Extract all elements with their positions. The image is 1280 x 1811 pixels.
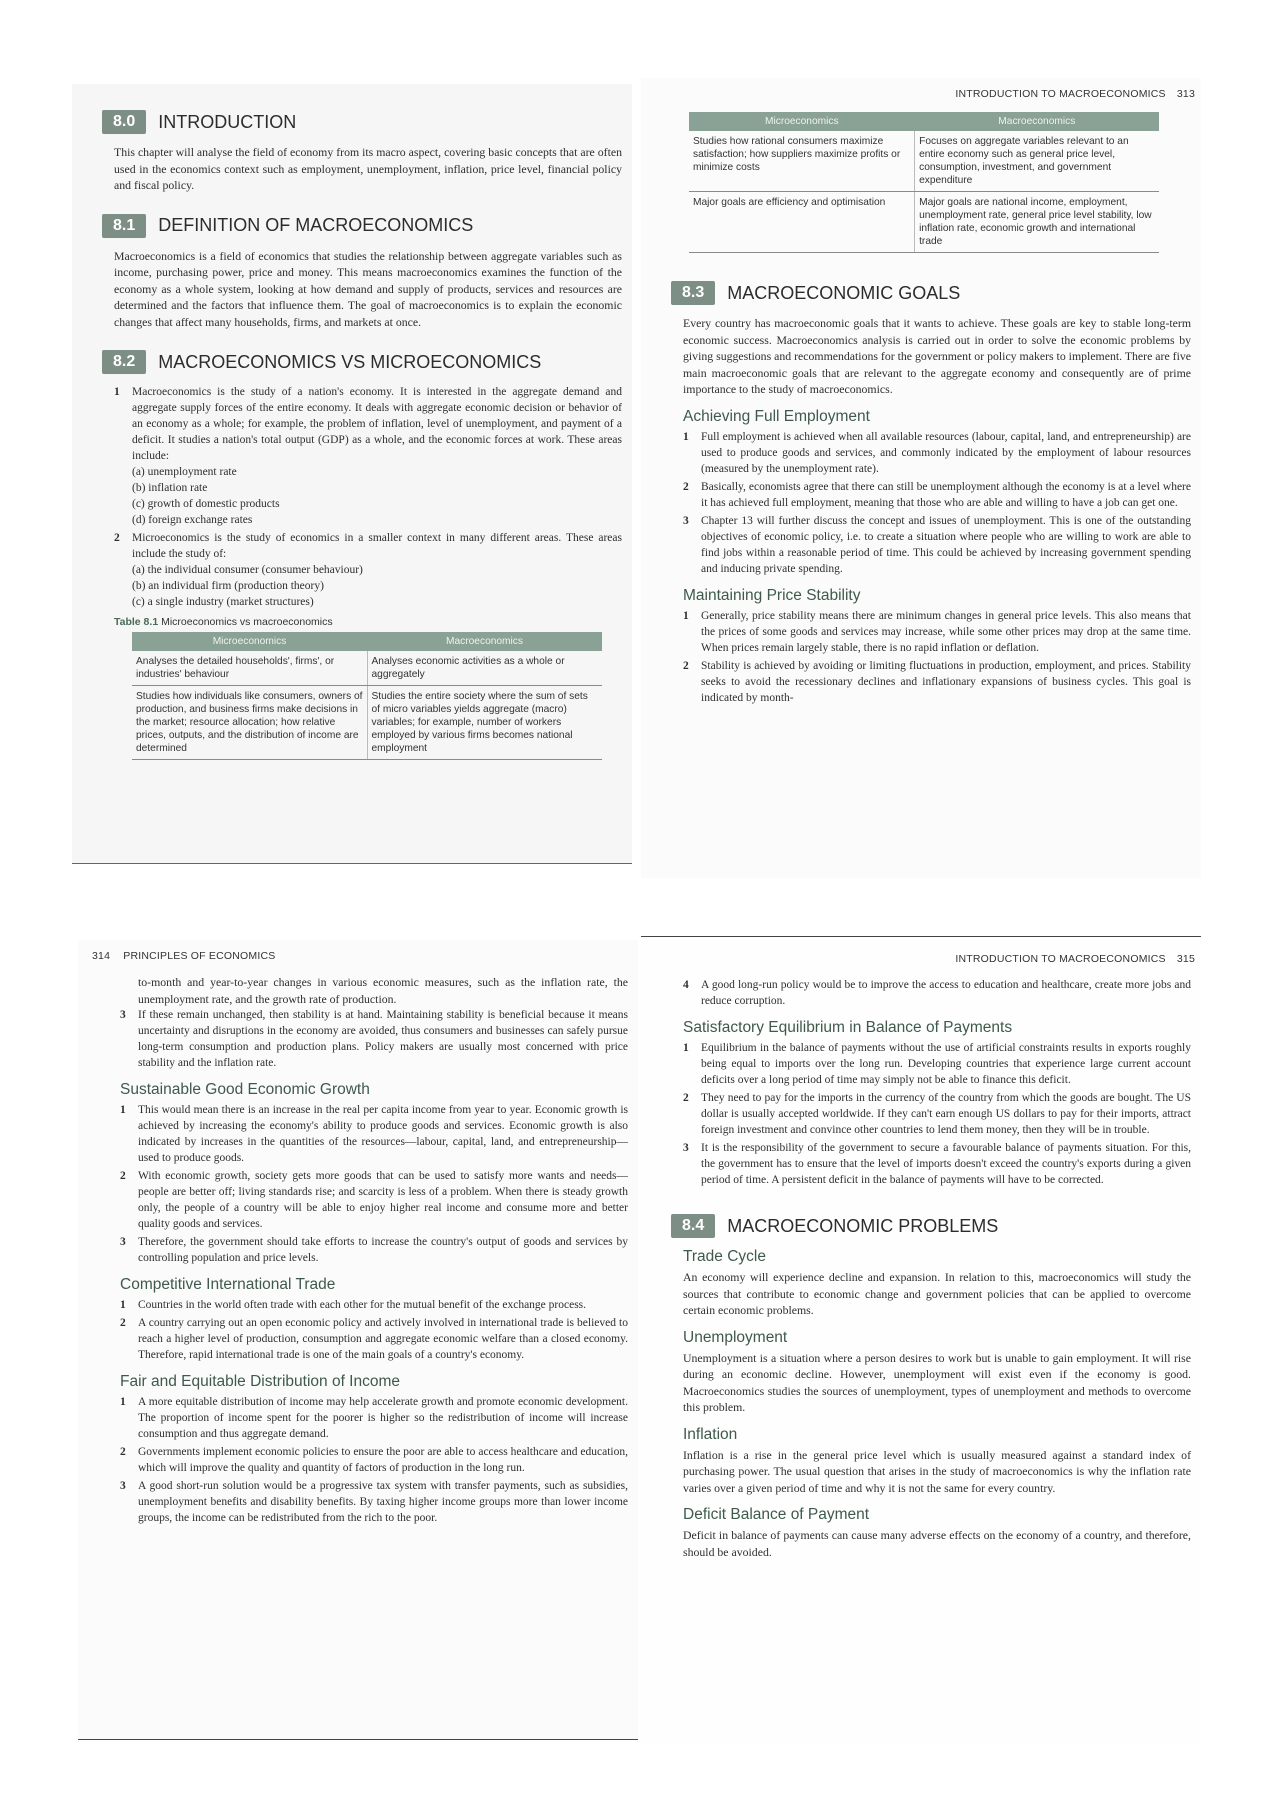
problem-text: Deficit in balance of payments can cause many adverse effects on the economy of a country, and therefore, should be avoided. — [683, 1528, 1191, 1559]
item-text: Full employment is achieved when all available resources (labour, capital, land, and entrepreneurship) are used to produce goods and services, and commonly indicated by the employment of labour resources (measured by the unemployment rate). — [701, 430, 1191, 475]
list-item — [120, 1315, 628, 1363]
item-text: Chapter 13 will further discuss the concept and issues of unemployment. This is one of the outstanding objectives of economic policy, i.e. to create a situation where people who are willing to work are able to find jobs within a reasonable period of time. This could be achieved by increasing government spending and inducing private spending. — [701, 514, 1191, 575]
goal-heading: Fair and Equitable Distribution of Income — [120, 1373, 401, 1390]
item-number: 3 — [120, 1009, 126, 1021]
item-number: 1 — [683, 609, 689, 622]
section-title: INTRODUCTION — [158, 111, 297, 132]
micro-macro-table — [132, 632, 602, 760]
list-item — [683, 1090, 1191, 1138]
goal-heading: Satisfactory Equilibrium in Balance of Payments — [683, 1019, 1013, 1036]
goal-heading: Maintaining Price Stability — [683, 586, 861, 604]
problem-text: Unemployment is a situation where a person desires to work but is unable to gain employment. It will rise during an economic decline. However, unemployment will exist even if the economy is good. Macroeconomics studies the sources of unemployment, types of unemployment and methods to overcome this problem. — [683, 1350, 1191, 1414]
price-stability-list — [683, 608, 1191, 706]
item-text: Generally, price stability means there are minimum changes in general price levels. This also means that the prices of some goods and services may increase, while some other prices may drop at the same time. When prices remain largely stable, there is no rapid inflation or deflation. — [701, 609, 1191, 654]
running-head-title: PRINCIPLES OF ECONOMICS — [123, 950, 276, 962]
item-number: 1 — [114, 386, 120, 398]
economic-growth-list — [120, 1102, 628, 1266]
full-employment-list — [683, 429, 1191, 577]
list-item — [120, 1007, 628, 1071]
sub-item: (a) the individual consumer (consumer behaviour) — [132, 564, 363, 576]
item-text: They need to pay for the imports in the currency of the country from which the goods are bought. The US dollar is usually accepted worldwide. If they can't earn enough US dollars to pay for their imports, attract foreign investment and convince other countries to lend them money, then they will be in trouble. — [701, 1092, 1191, 1136]
sub-list — [132, 562, 622, 610]
item-number: 2 — [683, 480, 689, 493]
definition-paragraph: Macroeconomics is a field of economics that studies the relationship between aggregate variables such as income, purchasing power, price and money. This means macroeconomics examines the function of the economy as a whole system, looking at how demand and supply of products, services and resources are determined and the factors that influence them. The goal of macroeconomics is to explain the economic changes that affect many households, firms, and markets at once. — [114, 248, 622, 329]
problem-heading: Deficit Balance of Payment — [683, 1506, 870, 1523]
list-item — [683, 658, 1191, 706]
page-number: 315 — [1176, 953, 1195, 965]
problem-text: An economy will experience decline and expansion. In relation to this, macroeconomics will study the sources that contribute to economic change and government policies that can be applied to overcome certain economic problems. — [683, 1270, 1191, 1317]
item-text: Macroeconomics is the study of a nation's economy. It is interested in the aggregate demand and aggregate supply forces of the entire economy. It deals with aggregate economic decision or behavior of an economy as a whole; for example, the problem of inflation, level of unemployment, and payment of a deficit. It studies a nation's total output (GDP) as a whole, and the economic forces at work. These areas include: — [132, 386, 622, 462]
column-header: Microeconomics — [689, 112, 915, 131]
section-8-4-heading — [671, 1214, 1201, 1238]
sub-item: (c) growth of domestic products — [132, 498, 280, 510]
macro-vs-micro-list — [114, 384, 622, 610]
section-number: 8.4 — [671, 1214, 715, 1238]
list-item — [120, 1297, 628, 1313]
table-cell: Analyses the detailed households', firms', or industries' behaviour — [132, 651, 367, 686]
item-number: 1 — [683, 1042, 689, 1054]
table-cell: Analyses economic activities as a whole or aggregately — [367, 651, 602, 686]
item-text: Microeconomics is the study of economics in a smaller context in many different areas. These areas include the study of: — [132, 532, 622, 560]
list-item — [120, 1444, 628, 1476]
table-cell: Focuses on aggregate variables relevant to an entire economy such as general price level, consumption, investment, and government expenditure — [915, 131, 1159, 192]
goal-heading: Achieving Full Employment — [683, 407, 870, 425]
sub-item: (a) unemployment rate — [132, 466, 237, 478]
list-item — [120, 1478, 628, 1526]
item-number: 2 — [683, 1092, 689, 1104]
table-label: Table 8.1 — [114, 616, 159, 628]
table-cell: Major goals are efficiency and optimisation — [689, 192, 915, 253]
item-text: This would mean there is an increase in the real per capita income from year to year. Economic growth is achieved by increasing the economy's ability to produce goods and services. Economic growth is also indicated by increases in the quantities of the resources—labour, capital, land, and entrepreneurship—used to produce goods. — [138, 1104, 628, 1164]
section-number: 8.3 — [671, 281, 715, 305]
item-number: 4 — [683, 979, 689, 991]
problem-text: Inflation is a rise in the general price level which is usually measured against a standard index of purchasing power. The usual question that arises in the study of macroeconomics is why the inflation rate varies over a given period of time and why it is not the same for every country. — [683, 1447, 1191, 1495]
item-text: It is the responsibility of the government to secure a favourable balance of payments situation. For this, the government has to ensure that the level of imports doesn't exceed the country's exports during a given period of time. A persistent deficit in the balance of payments will have to be corrected. — [701, 1142, 1191, 1186]
table-cell: Studies how rational consumers maximize satisfaction; how suppliers maximize profits or minimize costs — [689, 131, 915, 192]
section-title: MACROECONOMIC GOALS — [727, 282, 961, 303]
page-312 — [72, 84, 632, 864]
item-text: Equilibrium in the balance of payments without the use of artificial constraints results in exports roughly being equal to imports over the long run. Developing countries that experience large current account deficits over a long period of time may simply not be able to finance this deficit. — [701, 1042, 1191, 1086]
page-315 — [641, 936, 1201, 1744]
item-number: 1 — [683, 430, 689, 443]
section-8-1-heading — [102, 214, 632, 238]
running-head-title: INTRODUCTION TO MACROECONOMICS — [955, 953, 1166, 965]
table-header-row — [132, 632, 602, 651]
list-item — [120, 1102, 628, 1166]
item-text: Countries in the world often trade with each other for the mutual benefit of the exchange process. — [138, 1299, 587, 1311]
item-number: 3 — [120, 1480, 126, 1492]
balance-of-payments-list — [683, 1040, 1191, 1188]
running-head-title: INTRODUCTION TO MACROECONOMICS — [955, 88, 1166, 100]
running-head — [92, 950, 638, 962]
section-title: DEFINITION OF MACROECONOMICS — [158, 215, 474, 235]
item-number: 1 — [120, 1396, 126, 1408]
item-number: 1 — [120, 1104, 126, 1116]
table-caption-text: Microeconomics vs macroeconomics — [161, 616, 333, 628]
item-text: Basically, economists agree that there can still be unemployment although the economy is at a level where it has achieved full employment, meaning that those who are able and willing to have a job can get one. — [701, 480, 1191, 509]
item-number: 2 — [683, 659, 689, 672]
item-text: A good short-run solution would be a progressive tax system with transfer payments, such as subsidies, unemployment benefits and disability benefits. By taxing higher income groups more than lower income groups, the income can be redistributed from the rich to the poor. — [138, 1480, 628, 1524]
table-row — [132, 686, 602, 760]
column-header: Macroeconomics — [367, 632, 602, 651]
item-number: 3 — [683, 1142, 689, 1154]
list-item — [120, 1394, 628, 1442]
goal-heading: Competitive International Trade — [120, 1276, 336, 1293]
income-distribution-list-continued — [683, 977, 1191, 1009]
item-text: If these remain unchanged, then stability is at hand. Maintaining stability is beneficial because it means uncertainty and disruptions in the economy are avoided, thus consumers and businesses can safely pursue long-term consumption and production plans. Policy makers are usually most concerned with price stability and the inflation rate. — [138, 1009, 628, 1069]
item-number: 2 — [120, 1446, 126, 1458]
item-text: A country carrying out an open economic policy and actively involved in international trade is believed to reach a higher level of production, consumption and aggregate economic welfare than a closed economy. Therefore, rapid international trade is one of the main goals of a country's economy. — [138, 1317, 628, 1361]
price-stability-list-continued — [120, 1007, 628, 1071]
item-text: Governments implement economic policies to ensure the poor are able to access healthcare and education, which will improve the quality and quantity of factors of production in the long run. — [138, 1446, 628, 1474]
section-8-0-heading — [102, 110, 632, 134]
international-trade-list — [120, 1297, 628, 1363]
problem-heading: Inflation — [683, 1425, 738, 1443]
problem-heading: Trade Cycle — [683, 1248, 766, 1265]
list-item — [683, 977, 1191, 1009]
item-text: With economic growth, society gets more goods that can be used to satisfy more wants and needs—people are better off; living standards rise; and scarcity is less of a problem. When there is steady growth only, the people of a country will be able to enjoy higher real income and consume more and better quality goods and services. — [138, 1170, 628, 1230]
table-row — [132, 651, 602, 686]
sub-item: (c) a single industry (market structures) — [132, 596, 314, 608]
table-caption — [114, 616, 632, 628]
list-item — [683, 1040, 1191, 1088]
item-text: A good long-run policy would be to improve the access to education and healthcare, create more jobs and reduce corruption. — [701, 979, 1191, 1007]
table-cell: Major goals are national income, employment, unemployment rate, general price level stability, low inflation rate, economic growth and international trade — [915, 192, 1159, 253]
table-cell: Studies the entire society where the sum of sets of micro variables yields aggregate (macro) variables; for example, number of workers employed by various firms becomes national employment — [367, 686, 602, 760]
goal-heading: Sustainable Good Economic Growth — [120, 1081, 370, 1098]
list-item — [683, 608, 1191, 656]
list-item — [683, 429, 1191, 477]
page-number: 314 — [92, 950, 111, 962]
page-314 — [78, 940, 638, 1740]
item-number: 3 — [683, 514, 689, 527]
item-text: Therefore, the government should take efforts to increase the country's output of goods and services by controlling population and price levels. — [138, 1236, 628, 1264]
micro-macro-table-continued — [689, 112, 1159, 253]
goals-paragraph: Every country has macroeconomic goals that it wants to achieve. These goals are key to stable long-term economic success. Macroeconomics analysis is carried out in order to solve the economic problems by giving suggestions and recommendations for the government or policy makers to implement. There are five main macroeconomic goals that are relevant to the aggregate economy and consequently are of prime importance to the study of macroeconomics. — [683, 316, 1191, 396]
item-number: 1 — [120, 1299, 126, 1311]
item-number: 2 — [114, 532, 120, 544]
running-head — [641, 953, 1201, 965]
section-number: 8.1 — [102, 214, 146, 238]
list-item — [683, 513, 1191, 577]
item-number: 3 — [120, 1236, 126, 1248]
column-header: Macroeconomics — [915, 112, 1159, 131]
table-row — [689, 131, 1159, 192]
page-number: 313 — [1176, 88, 1195, 100]
list-item — [120, 1234, 628, 1266]
running-head — [641, 88, 1201, 100]
continued-text: to-month and year-to-year changes in various economic measures, such as the inflation rate, the unemployment rate, and the growth rate of production. — [138, 975, 628, 1006]
section-8-2-heading — [102, 350, 632, 374]
list-item — [114, 384, 622, 528]
income-distribution-list — [120, 1394, 628, 1526]
column-header: Microeconomics — [132, 632, 367, 651]
section-number: 8.0 — [102, 110, 146, 134]
table-cell: Studies how individuals like consumers, owners of production, and business firms make decisions in the market; resource allocation; how relative prices, outputs, and the distribution of income are determined — [132, 686, 367, 760]
list-item — [120, 1168, 628, 1232]
sub-item: (b) an individual firm (production theory) — [132, 580, 324, 592]
sub-item: (b) inflation rate — [132, 482, 208, 494]
section-8-3-heading — [671, 281, 1201, 305]
list-item — [683, 479, 1191, 511]
list-item — [683, 1140, 1191, 1188]
section-title: MACROECONOMIC PROBLEMS — [727, 1215, 999, 1236]
sub-item: (d) foreign exchange rates — [132, 514, 253, 526]
problem-heading: Unemployment — [683, 1328, 788, 1346]
item-number: 2 — [120, 1317, 126, 1329]
item-number: 2 — [120, 1170, 126, 1182]
list-item — [114, 530, 622, 610]
section-number: 8.2 — [102, 350, 146, 374]
table-row — [689, 192, 1159, 253]
item-text: Stability is achieved by avoiding or limiting fluctuations in production, employment, and prices. Stability seeks to avoid the recessionary declines and inflationary expansions of business cycles. This goal is indicated by month- — [701, 659, 1191, 704]
intro-paragraph: This chapter will analyse the field of economy from its macro aspect, covering basic concepts that are often used in the economics context such as employment, unemployment, inflation, price level, financial policy and fiscal policy. — [114, 145, 622, 192]
sub-list — [132, 464, 622, 528]
item-text: A more equitable distribution of income may help accelerate growth and promote economic development. The proportion of income spent for the poorer is higher so the redistribution of income will increase consumption and thus aggregate demand. — [138, 1396, 628, 1440]
section-title: MACROECONOMICS VS MICROECONOMICS — [158, 351, 542, 372]
table-header-row — [689, 112, 1159, 131]
page-313 — [641, 78, 1201, 878]
